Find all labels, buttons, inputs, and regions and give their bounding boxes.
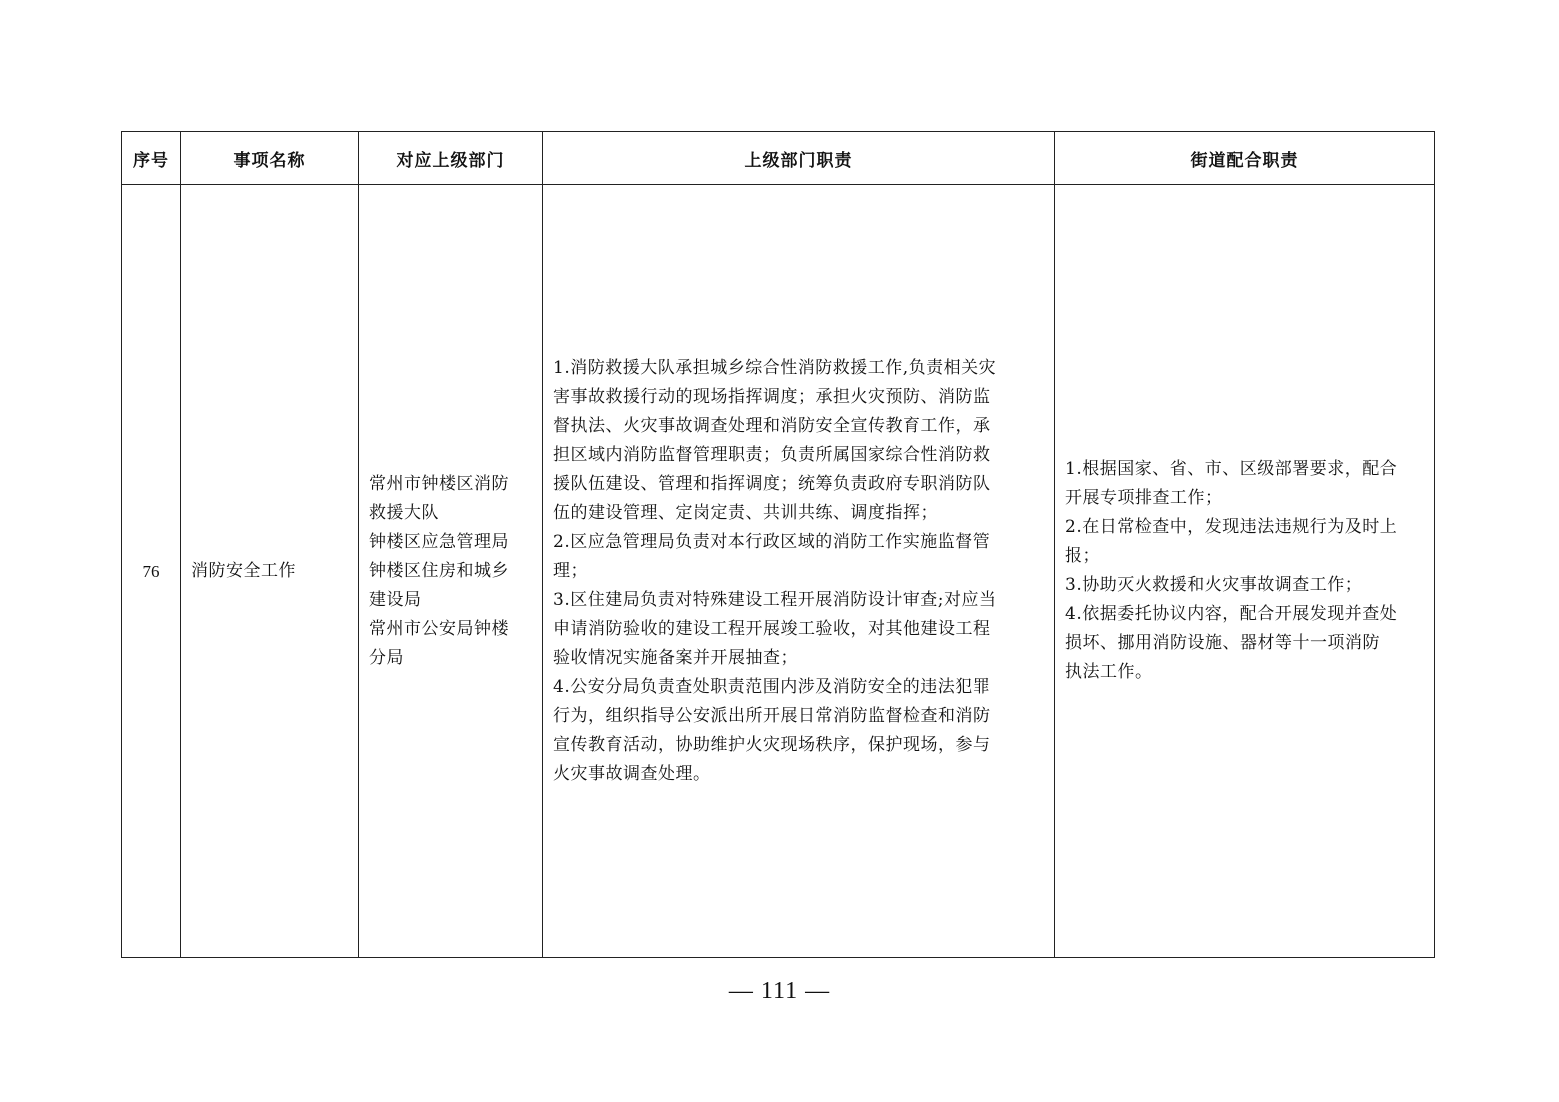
cell-upper-duty: [543, 185, 1055, 958]
page-number: — 111 —: [728, 978, 831, 1004]
street-duty-line: 2.在日常检查中，发现违法违规行为及时上: [1065, 517, 1398, 537]
street-duty-line: 4.依据委托协议内容，配合开展发现并查处: [1065, 604, 1398, 624]
upper-duty-line: 4.公安分局负责查处职责范围内涉及消防安全的违法犯罪: [553, 676, 991, 697]
upper-duty-line: 3.区住建局负责对特殊建设工程开展消防设计审查;对应当: [553, 589, 997, 610]
upper-duty-line: 理；: [553, 560, 588, 581]
upper-dept-line: 建设局: [369, 589, 422, 610]
upper-duty-line: 伍的建设管理、定岗定责、共训共练、调度指挥；: [553, 502, 938, 523]
table-header-row: [122, 132, 1435, 185]
upper-dept-line: 常州市钟楼区消防: [369, 473, 509, 494]
upper-duty-line: 2.区应急管理局负责对本行政区域的消防工作实施监督管: [553, 531, 991, 552]
upper-duty-line: 申请消防验收的建设工程开展竣工验收，对其他建设工程: [553, 618, 991, 639]
upper-duty-line: 行为，组织指导公安派出所开展日常消防监督检查和消防: [553, 705, 991, 726]
header-upper-dept: 对应上级部门: [359, 132, 543, 185]
street-duty-line: 1.根据国家、省、市、区级部署要求，配合: [1065, 459, 1398, 479]
upper-duty-line: 验收情况实施备案并开展抽查；: [553, 647, 798, 668]
upper-duty-line: 1.消防救援大队承担城乡综合性消防救援工作,负责相关灾: [553, 357, 997, 378]
header-upper-duty: 上级部门职责: [543, 132, 1055, 185]
item-name-text: 消防安全工作: [191, 560, 296, 581]
duty-table: [121, 131, 1435, 958]
upper-duty-line: 督执法、火灾事故调查处理和消防安全宣传教育工作，承: [553, 415, 991, 436]
cell-upper-dept: [359, 185, 543, 958]
street-duty-line: 开展专项排查工作；: [1065, 488, 1223, 508]
header-item-name: 事项名称: [181, 132, 359, 185]
upper-dept-line: 钟楼区住房和城乡: [369, 560, 509, 581]
upper-duty-line: 火灾事故调查处理。: [553, 763, 711, 784]
street-duty-line: 损坏、挪用消防设施、器材等十一项消防: [1065, 633, 1380, 653]
cell-item-name: [181, 185, 359, 958]
upper-dept-line: 常州市公安局钟楼: [369, 618, 509, 639]
header-street-duty: 街道配合职责: [1055, 132, 1435, 185]
cell-street-duty: [1055, 185, 1435, 958]
street-duty-line: 3.协助灭火救援和火灾事故调查工作；: [1065, 575, 1363, 595]
header-seq: 序号: [122, 132, 181, 185]
upper-dept-text: [359, 470, 542, 673]
upper-duty-line: 担区域内消防监督管理职责；负责所属国家综合性消防救: [553, 444, 991, 465]
upper-dept-line: 分局: [369, 647, 404, 668]
upper-dept-line: 救援大队: [369, 502, 439, 523]
street-duty-line: 执法工作。: [1065, 662, 1153, 682]
table-row: [122, 185, 1435, 958]
upper-duty-text: [543, 354, 1054, 789]
upper-duty-line: 害事故救援行动的现场指挥调度；承担火灾预防、消防监: [553, 386, 991, 407]
street-duty-line: 报；: [1065, 546, 1100, 566]
upper-duty-line: 援队伍建设、管理和指挥调度；统筹负责政府专职消防队: [553, 473, 991, 494]
cell-seq: 76: [122, 185, 181, 958]
street-duty-text: [1055, 455, 1434, 687]
upper-dept-line: 钟楼区应急管理局: [369, 531, 509, 552]
upper-duty-line: 宣传教育活动，协助维护火灾现场秩序，保护现场，参与: [553, 734, 991, 755]
